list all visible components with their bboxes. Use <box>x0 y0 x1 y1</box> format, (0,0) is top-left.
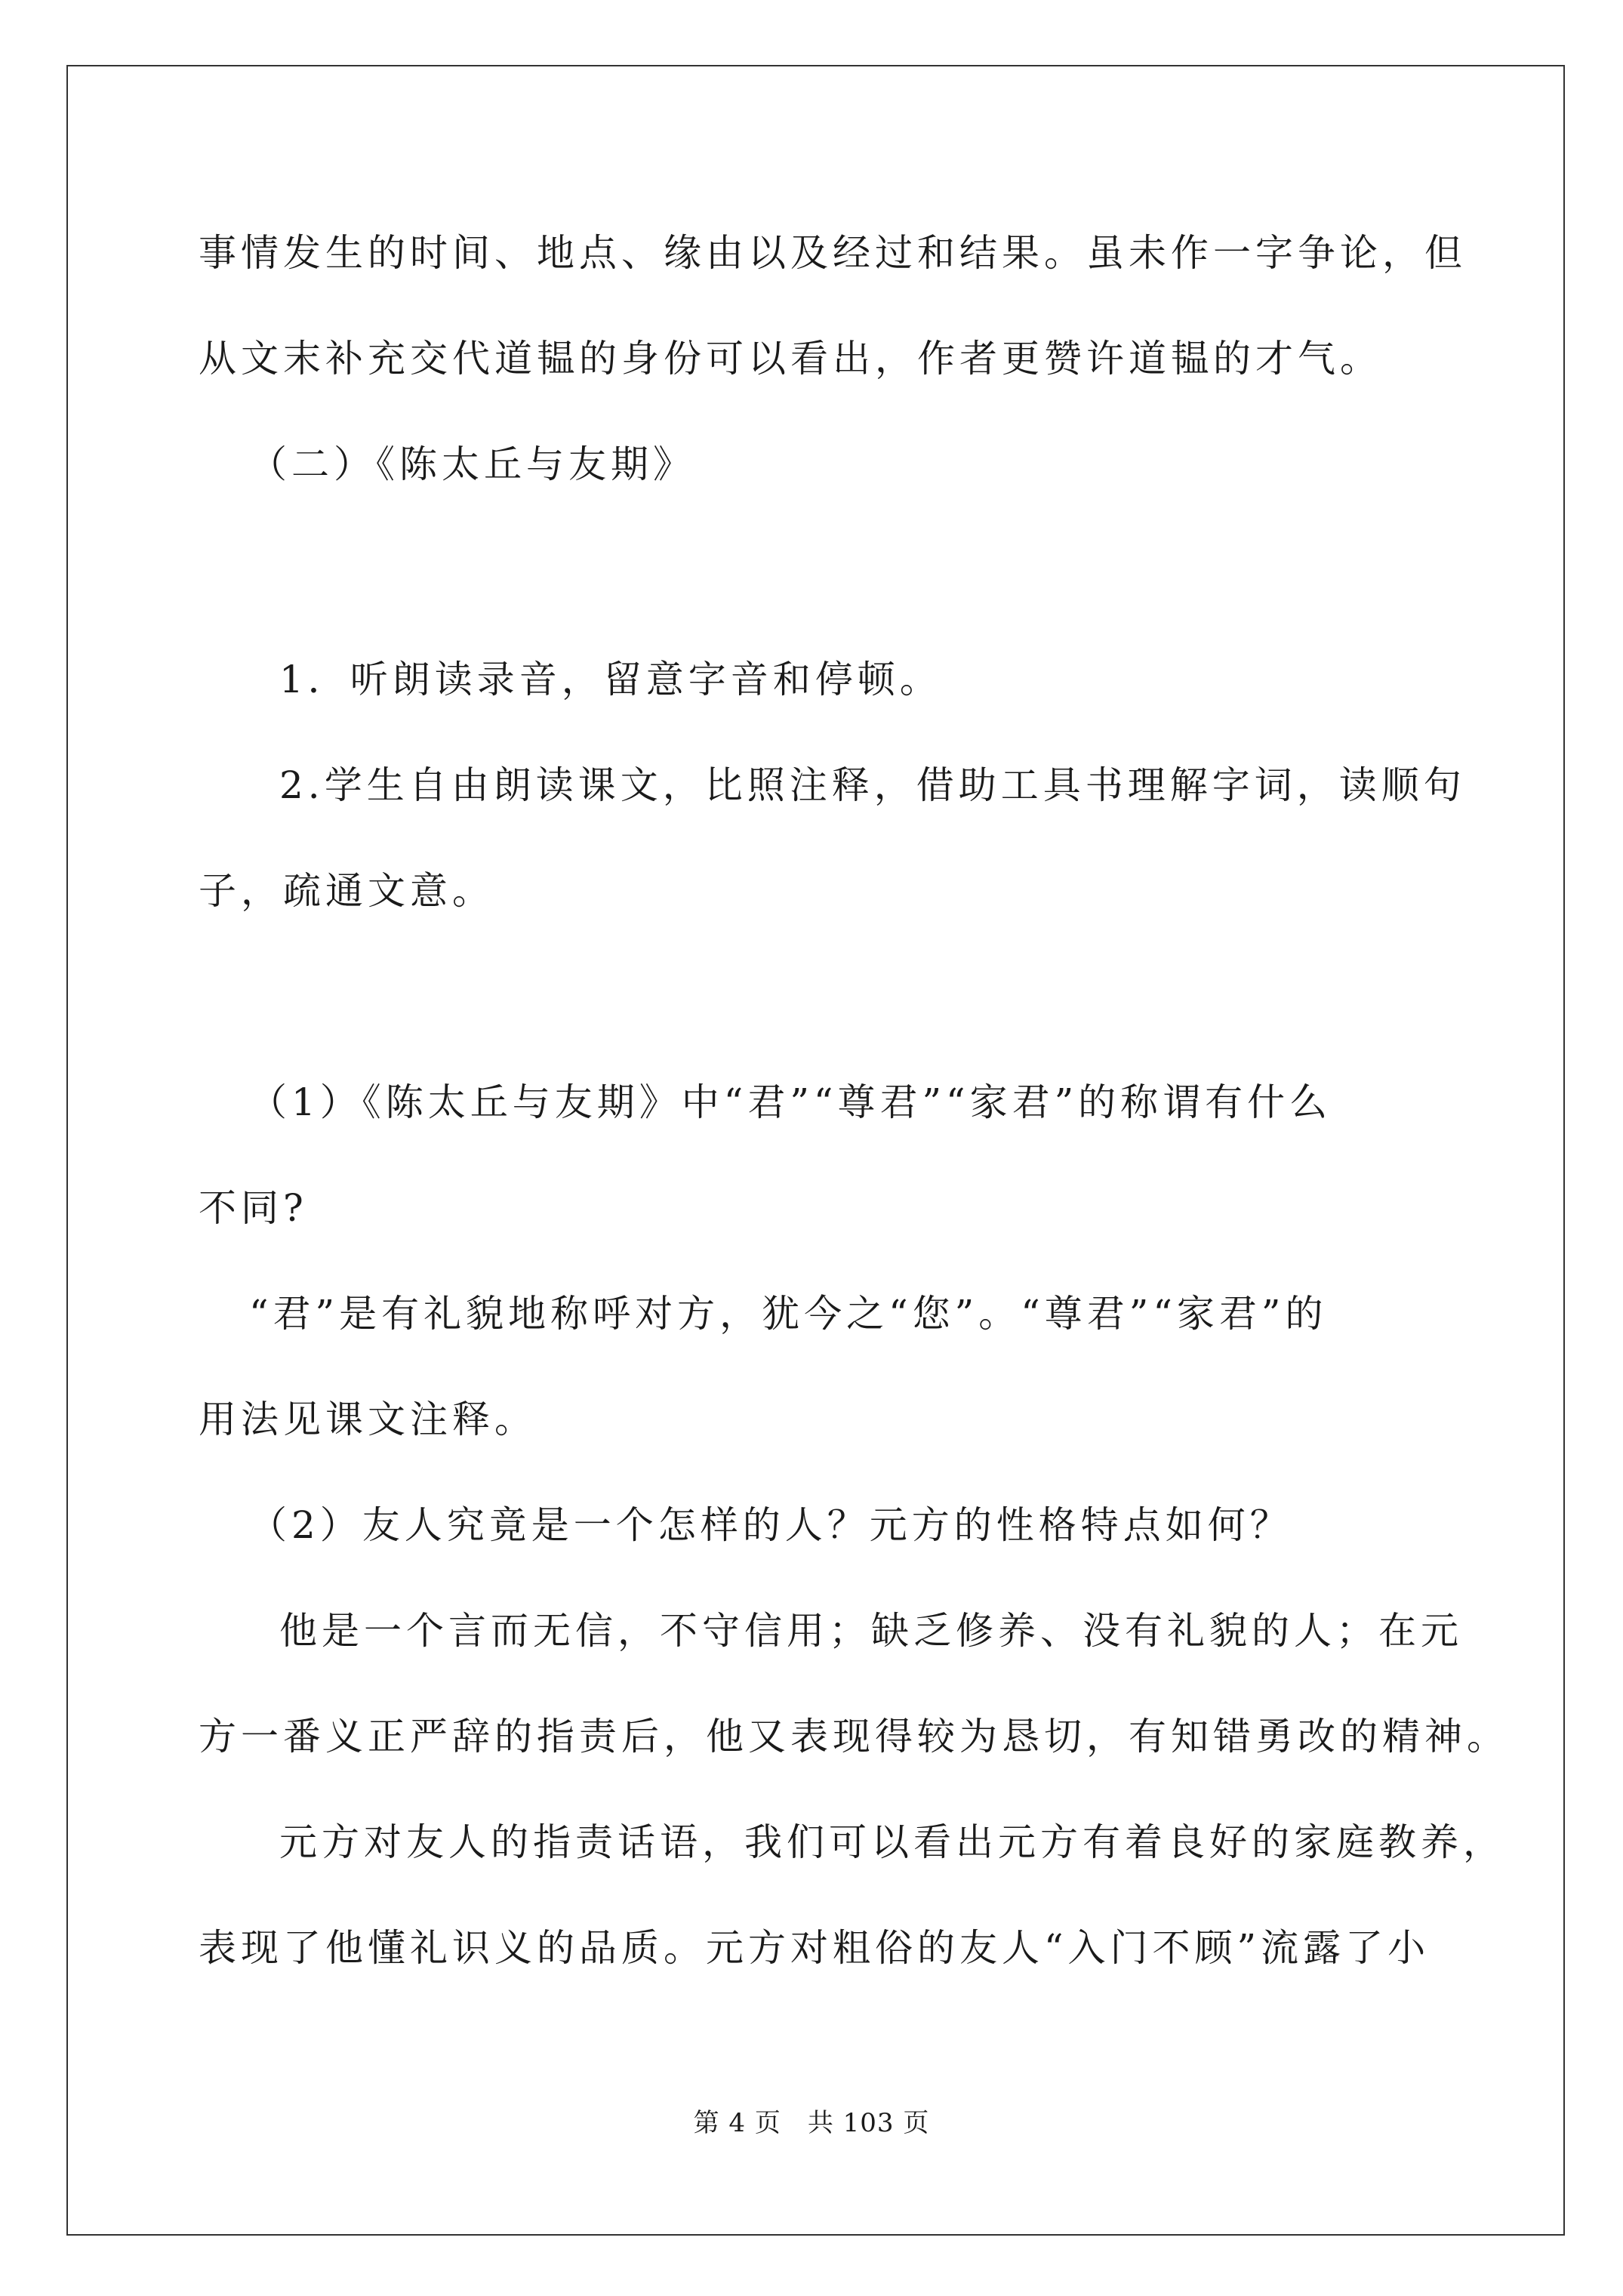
text-line: 用法见课文注释。 <box>199 1398 537 1441</box>
question-line: （1）《陈太丘与友期》中“君”“尊君”“家君”的称谓有什么 <box>249 1080 1332 1124</box>
text-line: 子，疏通文意。 <box>199 869 494 913</box>
text-line: 表现了他懂礼识义的品质。元方对粗俗的友人“入门不顾”流露了小 <box>199 1926 1431 1970</box>
text-line: 事情发生的时间、地点、缘由以及经过和结果。虽未作一字争论，但 <box>199 231 1467 275</box>
text-line: 元方对友人的指责话语，我们可以看出元方有着良好的家庭教养， <box>279 1820 1505 1864</box>
text-line: 不同? <box>199 1186 308 1230</box>
text-line: 2.学生自由朗读课文，比照注释，借助工具书理解字词，读顺句 <box>279 763 1466 807</box>
text-line: 他是一个言而无信，不守信用；缺乏修养、没有礼貌的人；在元 <box>279 1609 1463 1653</box>
text-line: 1．听朗读录音，留意字音和停顿。 <box>279 658 942 701</box>
page-frame <box>66 65 1565 2236</box>
page-number: 第 4 页 共 103 页 <box>693 2108 930 2138</box>
text-line: 从文末补充交代道韫的身份可以看出，作者更赞许道韫的才气。 <box>199 337 1382 381</box>
question-line: （2）友人究竟是一个怎样的人？元方的性格特点如何？ <box>249 1503 1292 1547</box>
section-heading: （二）《陈太丘与友期》 <box>249 442 695 486</box>
text-line: “君”是有礼貌地称呼对方，犹今之“您”。“尊君”“家君”的 <box>249 1292 1328 1336</box>
text-line: 方一番义正严辞的指责后，他又表现得较为恳切，有知错勇改的精神。 <box>199 1715 1509 1758</box>
